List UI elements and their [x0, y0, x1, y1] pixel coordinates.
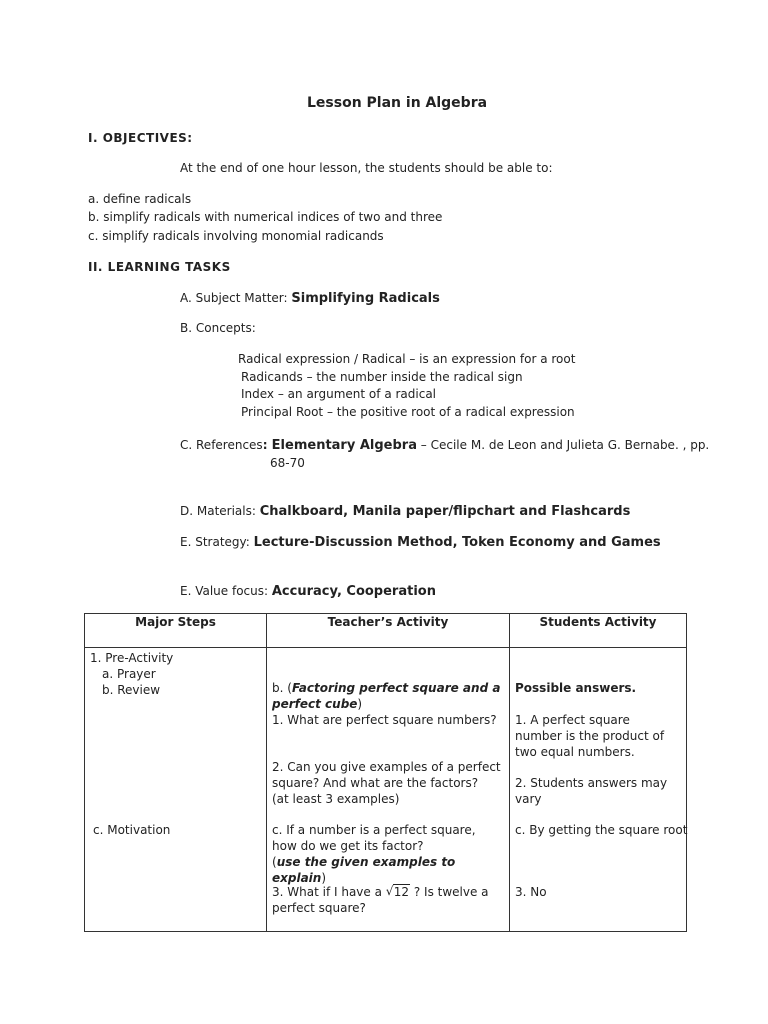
concept-item: Radicands – the number inside the radical sign — [241, 370, 523, 384]
table-row — [85, 648, 687, 932]
teacher-question-1: 1. What are perfect square numbers? — [272, 713, 497, 727]
teacher-question-3 — [272, 884, 502, 916]
review-topic — [272, 680, 502, 712]
objectives-intro: At the end of one hour lesson, the students should be able to: — [180, 161, 553, 175]
subject-matter-value: Simplifying Radicals — [291, 291, 440, 306]
motivation-note-open: ( — [272, 855, 277, 869]
teachers-activity-cell — [267, 648, 510, 932]
step-review: b. Review — [102, 683, 161, 697]
student-answer-1: 1. A perfect square number is the product of two equal numbers. — [515, 713, 665, 759]
concept-item: Radical expression / Radical – is an expression for a root — [238, 352, 576, 366]
header-students-activity: Students Activity — [510, 614, 687, 648]
references-authors: – Cecile M. de Leon and Julieta G. Bernabe. , pp. — [416, 438, 710, 452]
references — [180, 437, 709, 454]
materials-label: D. Materials: — [180, 504, 260, 518]
subject-matter — [180, 290, 440, 307]
radical-sign-icon: √ — [385, 884, 394, 898]
strategy-value: Lecture-Discussion Method, Token Economy and Games — [253, 535, 661, 550]
step-motivation: c. Motivation — [93, 823, 171, 837]
page-title: Lesson Plan in Algebra — [307, 95, 488, 111]
motivation-note-text: use the given examples to explain — [272, 855, 456, 885]
possible-answers-heading: Possible answers. — [515, 681, 637, 695]
learning-tasks-heading: II. LEARNING TASKS — [88, 260, 231, 274]
header-teachers-activity: Teacher’s Activity — [267, 614, 510, 648]
concept-item: Principal Root – the positive root of a radical expression — [241, 405, 575, 419]
objective-item: a. define radicals — [88, 192, 192, 206]
step-prayer: a. Prayer — [102, 667, 156, 681]
student-answer-motivation: c. By getting the square root — [515, 823, 688, 837]
value-focus-label: E. Value focus: — [180, 584, 272, 598]
references-pages: 68-70 — [270, 456, 305, 470]
value-focus — [180, 583, 436, 600]
teacher-motivation-question: c. If a number is a perfect square, how do we get its factor? — [272, 823, 476, 853]
teacher-motivation-note — [272, 854, 509, 886]
value-focus-value: Accuracy, Cooperation — [271, 584, 436, 599]
step-pre-activity: 1. Pre-Activity — [90, 651, 174, 665]
student-answer-2: 2. Students answers may vary — [515, 776, 668, 806]
objective-item: c. simplify radicals involving monomial radicands — [88, 229, 384, 243]
header-major-steps: Major Steps — [85, 614, 267, 648]
materials — [180, 503, 630, 520]
teacher-question-2: 2. Can you give examples of a perfect square? And what are the factors? — [272, 760, 501, 790]
activity-table — [84, 613, 687, 932]
subject-matter-label: A. Subject Matter: — [180, 291, 292, 305]
strategy-label: E. Strategy: — [180, 535, 254, 549]
radicand: 12 — [393, 885, 410, 899]
materials-value: Chalkboard, Manila paper/flipchart and Flashcards — [259, 504, 631, 519]
students-activity-cell — [510, 648, 687, 932]
review-topic-close: ) — [357, 697, 363, 711]
table-header-row — [85, 614, 687, 648]
objectives-heading: I. OBJECTIVES: — [88, 131, 193, 145]
question-3-pre: 3. What if I have a — [272, 885, 386, 899]
references-book: Elementary Algebra — [271, 438, 417, 453]
concept-item: Index – an argument of a radical — [241, 387, 437, 401]
student-answer-3: 3. No — [515, 885, 547, 899]
teacher-question-2-note: (at least 3 examples) — [272, 792, 400, 806]
references-colon: : — [262, 438, 272, 452]
motivation-note-close: ) — [321, 871, 327, 885]
square-root-12 — [386, 884, 410, 900]
concepts-label: B. Concepts: — [180, 321, 256, 335]
objective-item: b. simplify radicals with numerical indices of two and three — [88, 210, 443, 224]
review-topic-text: Factoring perfect square and a perfect cube — [272, 681, 501, 711]
question-3-post: ? Is twelve a perfect square? — [272, 885, 489, 915]
major-steps-cell — [85, 648, 267, 932]
review-topic-open: b. ( — [272, 681, 292, 695]
references-label: C. References — [180, 438, 263, 452]
strategy — [180, 534, 661, 551]
